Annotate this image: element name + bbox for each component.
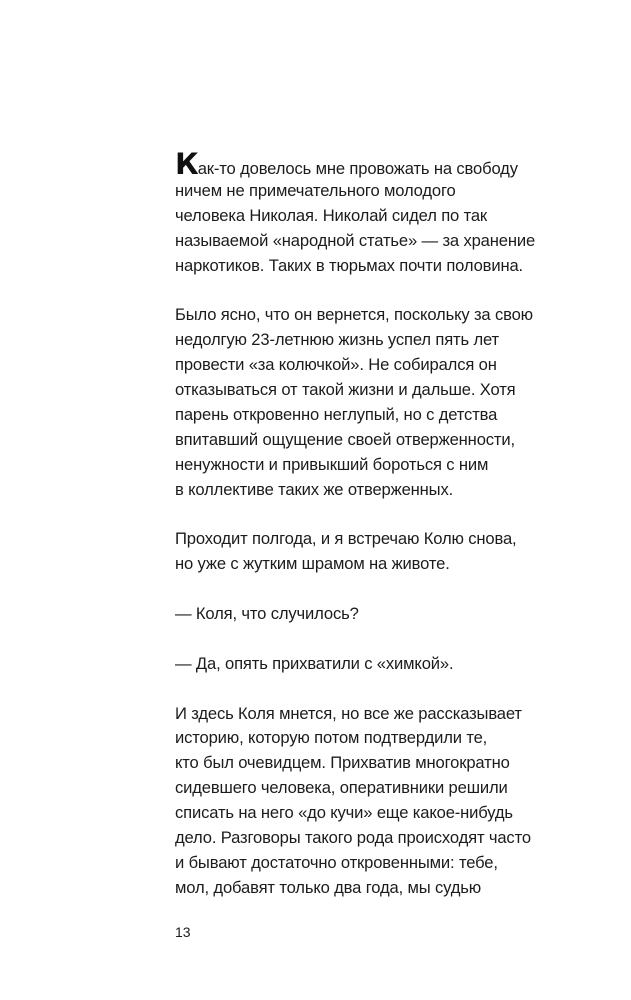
text-line: ненужности и привыкший бороться с ним: [175, 454, 489, 474]
text-line: недолгую 23-летнюю жизнь успел пять лет: [175, 330, 499, 350]
paragraph-3: [175, 527, 605, 577]
page-number: 13: [175, 924, 191, 940]
text-line: дело. Разговоры такого рода происходят часто: [175, 828, 531, 848]
paragraph-4: [175, 702, 605, 901]
first-line-text: ак-то довелось мне провожать на свободу: [197, 159, 518, 178]
text-line: — Да, опять прихватили с «химкой».: [175, 653, 454, 673]
text-line: человека Николая. Николай сидел по так: [175, 205, 488, 225]
text-line: сидевшего человека, оперативники решили: [175, 778, 508, 798]
paragraph-2: [175, 303, 605, 502]
text-line: историю, которую потом подтвердили те,: [175, 728, 488, 748]
dialogue-line-2: [175, 652, 605, 677]
text-line: в коллективе таких же отверженных.: [175, 479, 454, 499]
text-line: наркотиков. Таких в тюрьмах почти половина.: [175, 255, 524, 275]
text-line: парень откровенно неглупый, но с детства: [175, 404, 498, 424]
body-text: [175, 147, 605, 901]
text-line: впитавший ощущение своей отверженности,: [175, 429, 515, 449]
text-line: и бывают достаточно откровенными: тебе,: [175, 852, 498, 872]
text-line: Проходит полгода, и я встречаю Колю снова,: [175, 529, 517, 549]
text-line: мол, добавят только два года, мы судью: [175, 877, 482, 897]
text-line: — Коля, что случилось?: [175, 604, 359, 624]
text-line: списать на него «до кучи» еще какое-нибудь: [175, 803, 513, 823]
text-line: но уже с жутким шрамом на животе.: [175, 554, 450, 574]
text-line: ничем не примечательного молодого: [175, 180, 456, 200]
text-line: называемой «народной статье» — за хранение: [175, 230, 536, 250]
paragraph-1: [175, 147, 605, 278]
first-line: [175, 147, 605, 181]
text-line: Было ясно, что он вернется, поскольку за свою: [175, 305, 533, 325]
drop-cap: К: [175, 147, 198, 181]
text-line: И здесь Коля мнется, но все же рассказывает: [175, 703, 522, 723]
text-line: кто был очевидцем. Прихватив многократно: [175, 753, 510, 773]
text-line: отказываться от такой жизни и дальше. Хотя: [175, 380, 516, 400]
text-line: провести «за колючкой». Не собирался он: [175, 355, 497, 375]
dialogue-line-1: [175, 602, 605, 627]
